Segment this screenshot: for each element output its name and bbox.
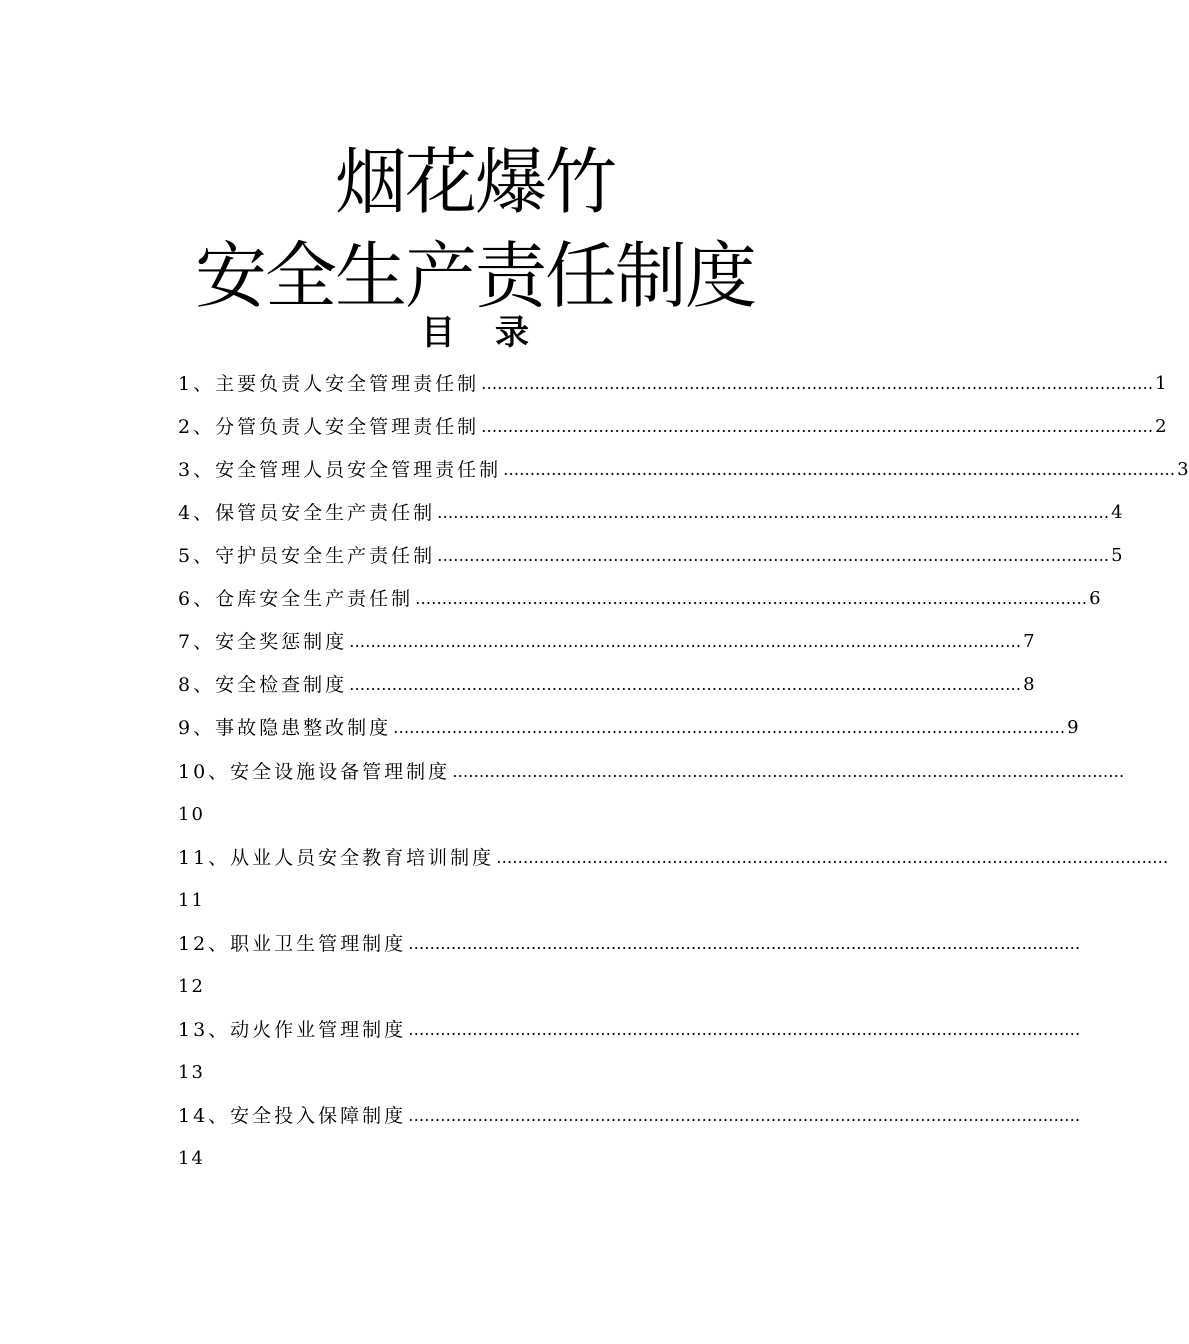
toc-entry-1[interactable] [178,369,1167,399]
toc-entry-11-page: 11 [178,890,205,911]
toc-entry-label: 8、安全检查制度 [178,674,348,696]
toc-entry-label: 11、从业人员安全教育培训制度 [178,847,495,869]
toc-entry-label: 13、动火作业管理制度 [178,1019,407,1041]
toc-leader-dots: ……………………………………………………………………………………………………………… [408,1020,1081,1039]
toc-entry-page: 5 [1111,545,1123,566]
toc-entry-page: 7 [1023,631,1035,652]
toc-entry-10[interactable] [178,757,1125,787]
toc-entry-14-page: 14 [178,1148,205,1169]
toc-heading [0,313,950,353]
toc-entry-label: 7、安全奖惩制度 [178,631,348,653]
toc-entry-14[interactable] [178,1101,1081,1131]
toc-leader-dots: ……………………………………………………………………………………………………………… [408,934,1081,953]
toc-entry-5[interactable] [178,541,1123,571]
toc-entry-page: 9 [1067,717,1079,738]
toc-entry-7[interactable] [178,627,1035,657]
toc-entry-label: 9、事故隐患整改制度 [178,717,392,739]
toc-leader-dots: ……………………………………………………………………………………………………………… [496,848,1169,867]
toc-entry-label: 4、保管员安全生产责任制 [178,502,436,524]
toc-leader-dots: ……………………………………………………………………………………………………………… [415,589,1088,608]
toc-entry-label: 2、分管负责人安全管理责任制 [178,416,480,438]
toc-entry-page: 2 [1155,416,1167,437]
toc-entry-2[interactable] [178,412,1167,442]
toc-entry-page: 4 [1111,502,1123,523]
document-title-line-2: 安全生产责任制度 [194,234,755,318]
toc-entry-label: 1、主要负责人安全管理责任制 [178,373,480,395]
toc-entry-label: 6、仓库安全生产责任制 [178,588,414,610]
toc-entry-6[interactable] [178,584,1101,614]
toc-entry-12[interactable] [178,929,1081,959]
toc-entry-12-page: 12 [178,976,205,997]
toc-leader-dots: ……………………………………………………………………………………………………………… [349,675,1022,694]
toc-entry-10-page: 10 [178,804,205,825]
toc-entry-page: 6 [1089,588,1101,609]
toc-entry-label: 5、守护员安全生产责任制 [178,545,436,567]
toc-leader-dots: ……………………………………………………………………………………………………………… [393,718,1066,737]
toc-leader-dots: ……………………………………………………………………………………………………………… [349,632,1022,651]
toc-entry-13-page: 13 [178,1062,205,1083]
toc-entry-label: 12、职业卫生管理制度 [178,933,407,955]
toc-leader-dots: ……………………………………………………………………………………………………………… [408,1106,1081,1125]
toc-entry-13[interactable] [178,1015,1081,1045]
toc-entry-page: 1 [1155,373,1167,394]
toc-heading-char-1: 目 [421,313,455,353]
toc-entry-11[interactable] [178,843,1169,873]
document-title-line-1: 烟花爆竹 [334,140,615,224]
toc-entry-label: 14、安全投入保障制度 [178,1105,407,1127]
toc-leader-dots: ……………………………………………………………………………………………………………… [437,546,1110,565]
toc-entry-page: 3 [1177,459,1189,480]
toc-entry-page: 8 [1023,674,1035,695]
toc-leader-dots: ……………………………………………………………………………………………………………… [437,503,1110,522]
toc-entry-label: 3、安全管理人员安全管理责任制 [178,459,502,481]
toc-entry-8[interactable] [178,670,1035,700]
toc-entry-4[interactable] [178,498,1123,528]
toc-leader-dots: ……………………………………………………………………………………………………………… [452,762,1125,781]
toc-leader-dots: ……………………………………………………………………………………………………………… [481,417,1154,436]
toc-heading-char-2: 录 [495,313,529,353]
toc-entry-9[interactable] [178,713,1079,743]
toc-leader-dots: ……………………………………………………………………………………………………………… [481,374,1154,393]
toc-entry-3[interactable] [178,455,1189,485]
toc-entry-label: 10、安全设施设备管理制度 [178,761,451,783]
toc-leader-dots: ……………………………………………………………………………………………………………… [503,460,1176,479]
